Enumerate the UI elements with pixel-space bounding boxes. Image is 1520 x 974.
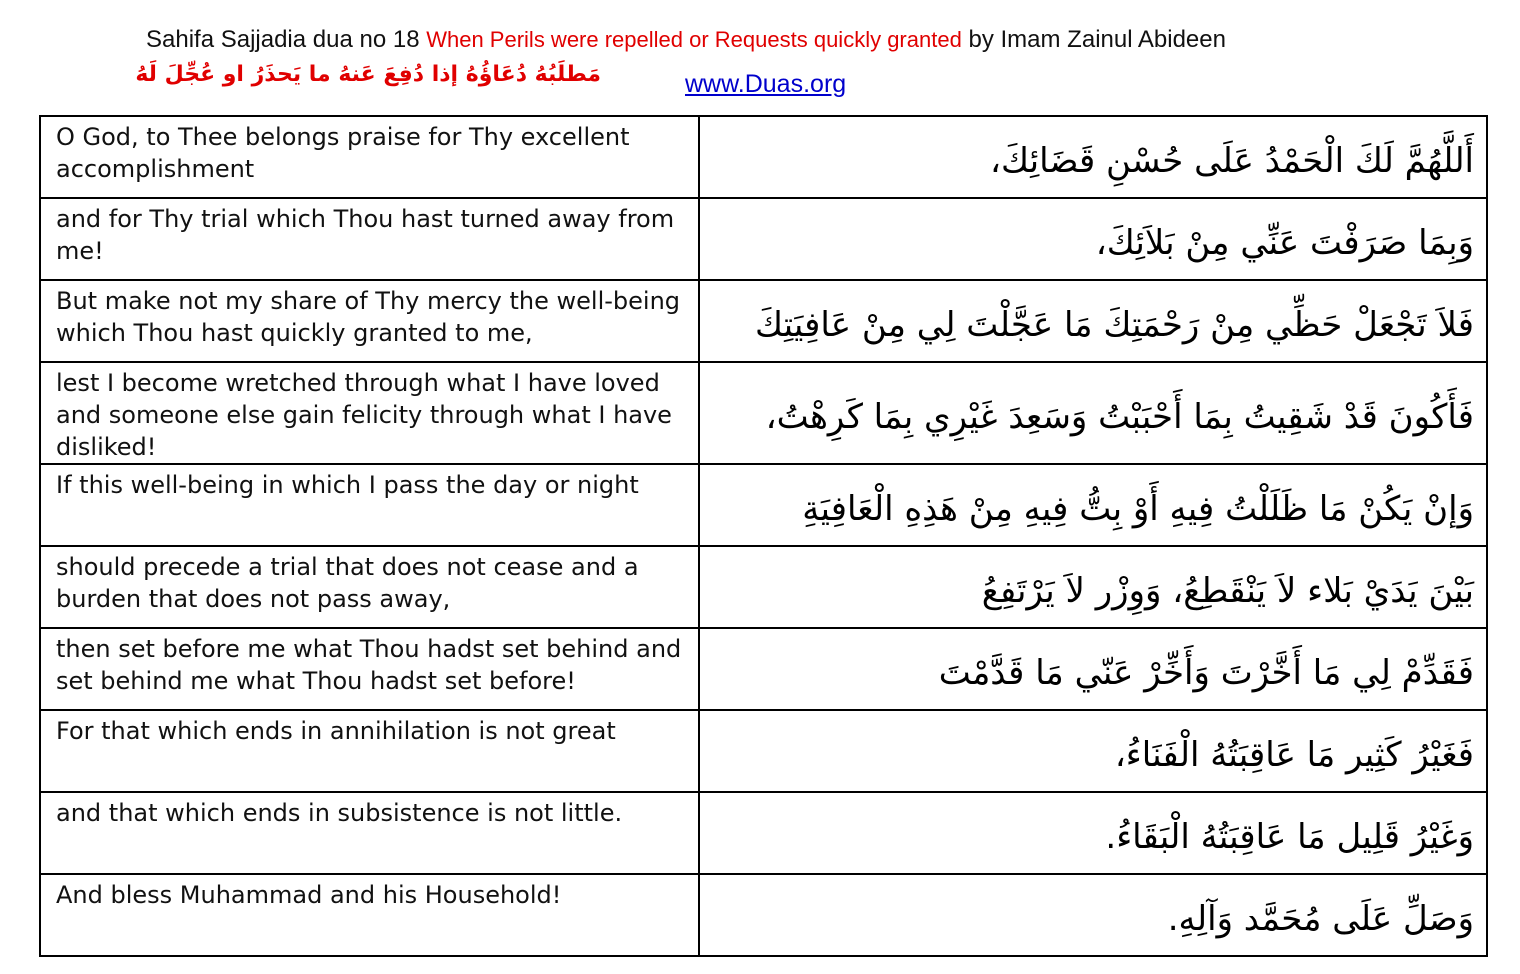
table-row [40,710,1487,792]
arabic-cell: فَغَيْرُ كَثِير مَا عَاقِبَتُهُ الْفَنَاءُ، [699,710,1487,792]
arabic-subtitle: مَطلَبُهُ دُعَاؤُهُ إذا دُفِعَ عَنهُ ما يَحذَرُ او عُجِّلَ لَهُ [135,62,601,87]
arabic-cell: فَلاَ تَجْعَلْ حَظِّي مِنْ رَحْمَتِكَ مَا عَجَّلْتَ لِي مِنْ عَافِيَتِكَ [699,280,1487,362]
english-cell: should precede a trial that does not cease and a burden that does not pass away, [40,546,699,628]
website-link[interactable]: www.Duas.org [685,70,847,98]
arabic-cell: بَيْنَ يَدَيْ بَلاء لاَ يَنْقَطِعُ، وَوِزْر لاَ يَرْتَفِعُ [699,546,1487,628]
title-highlight: When Perils were repelled or Requests quickly granted [426,27,962,52]
arabic-cell: فَقَدِّمْ لِي مَا أَخَّرْتَ وَأَخِّرْ عَنّي مَا قَدَّمْتَ [699,628,1487,710]
english-cell: O God, to Thee belongs praise for Thy excellent accomplishment [40,116,699,198]
arabic-cell: وَغَيْرُ قَلِيل مَا عَاقِبَتُهُ الْبَقَاءُ. [699,792,1487,874]
arabic-cell: وَبِمَا صَرَفْتَ عَنِّي مِنْ بَلاَئِكَ، [699,198,1487,280]
dua-table [39,115,1488,957]
english-cell: For that which ends in annihilation is not great [40,710,699,792]
table-row [40,362,1487,464]
table-row [40,464,1487,546]
table-row [40,198,1487,280]
title-suffix: by Imam Zainul Abideen [961,26,1226,53]
table-row [40,874,1487,956]
english-cell: lest I become wretched through what I have loved and someone else gain felicity through what I have disliked! [40,362,699,464]
english-cell: and that which ends in subsistence is not little. [40,792,699,874]
table-row [40,546,1487,628]
arabic-cell: فَأَكُونَ قَدْ شَقِيتُ بِمَا أَحْبَبْتُ وَسَعِدَ غَيْرِي بِمَا كَرِهْتُ، [699,362,1487,464]
arabic-cell: أَللَّهُمَّ لَكَ الْحَمْدُ عَلَى حُسْنِ قَضَائِكَ، [699,116,1487,198]
english-cell: But make not my share of Thy mercy the well-being which Thou hast quickly granted to me, [40,280,699,362]
title-prefix: Sahifa Sajjadia dua no 18 [146,26,427,53]
arabic-cell: وَصَلِّ عَلَى مُحَمَّد وَآلِهِ. [699,874,1487,956]
english-cell: If this well-being in which I pass the day or night [40,464,699,546]
table-row [40,116,1487,198]
english-cell: and for Thy trial which Thou hast turned away from me! [40,198,699,280]
table-row [40,280,1487,362]
table-row [40,628,1487,710]
page-title [146,26,1226,54]
arabic-cell: وَإنْ يَكُنْ مَا ظَلَلْتُ فِيهِ أَوْ بِتُّ فِيهِ مِنْ هَذِهِ الْعَافِيَةِ [699,464,1487,546]
table-row [40,792,1487,874]
english-cell: then set before me what Thou hadst set behind and set behind me what Thou hadst set before! [40,628,699,710]
english-cell: And bless Muhammad and his Household! [40,874,699,956]
